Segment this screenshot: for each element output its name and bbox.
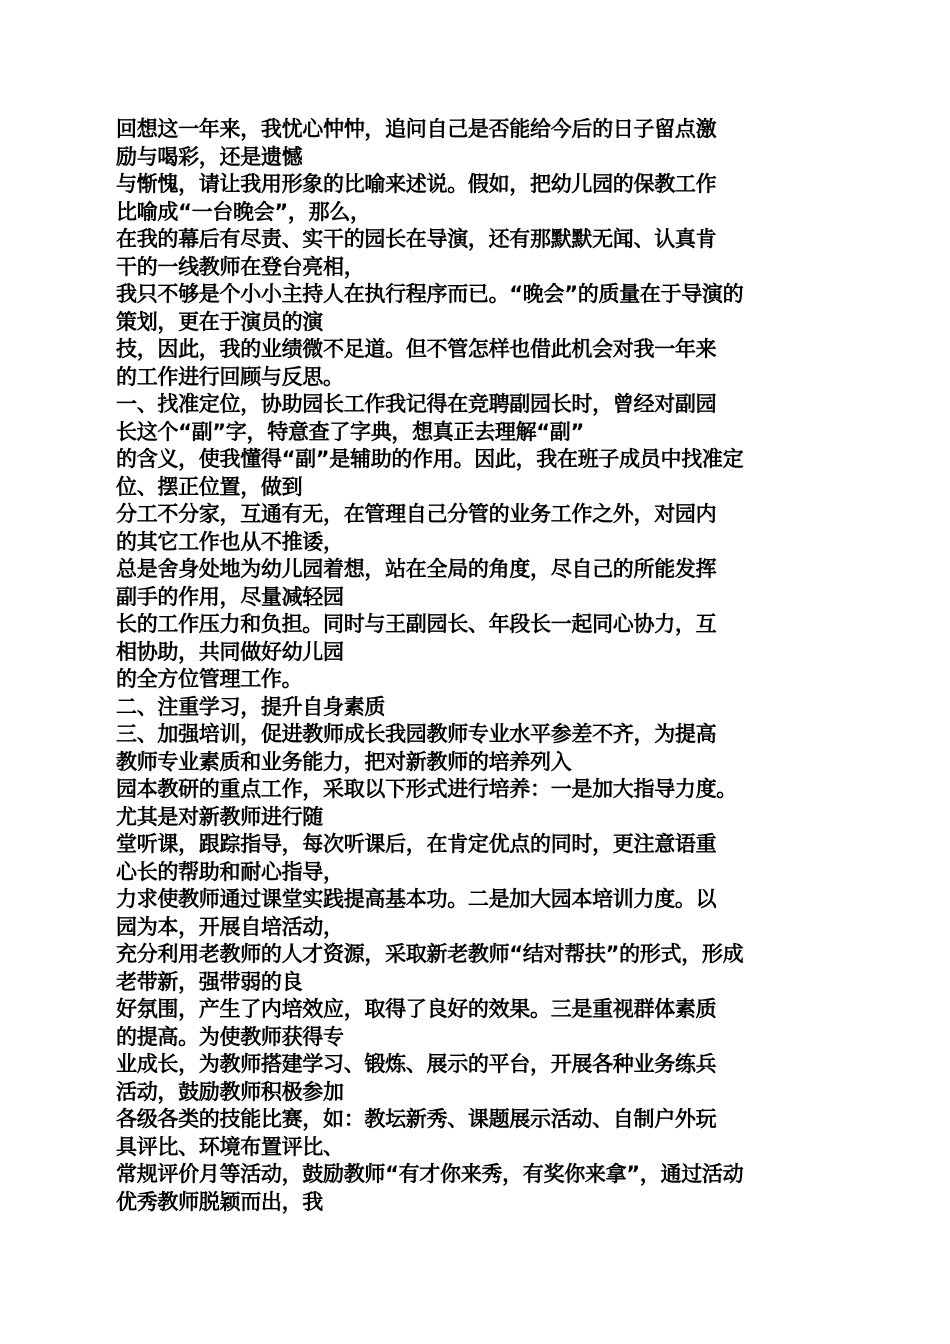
text-line: 活动，鼓励教师积极参加 — [116, 1079, 344, 1104]
text-line: 技，因此，我的业绩微不足道。但不管怎样也借此机会对我一年来 — [116, 337, 717, 361]
text-line: 的其它工作也从不推诿， — [116, 529, 344, 554]
text-line: 教师专业素质和业务能力，把对新教师的培养列入 — [116, 749, 572, 774]
text-line: 比喻成“一台晚会”，那么， — [116, 199, 371, 224]
text-line: 好氛围，产生了内培效应，取得了良好的效果。三是重视群体素质 — [116, 997, 717, 1021]
text-line: 力求使教师通过课堂实践提高基本功。二是加大园本培训力度。以 — [116, 887, 717, 911]
body-text — [116, 116, 836, 1216]
text-line: 堂听课，跟踪指导，每次听课后，在肯定优点的同时，更注意语重 — [116, 832, 717, 856]
text-line: 的全方位管理工作。 — [116, 667, 303, 691]
text-line: 各级各类的技能比赛，如：教坛新秀、课题展示活动、自制户外玩 — [116, 1107, 717, 1131]
text-line: 老带新，强带弱的良 — [116, 969, 303, 994]
text-line: 回想这一年来，我忧心忡忡，追问自己是否能给今后的日子留点激 — [116, 117, 717, 141]
text-line: 励与喝彩，还是遗憾 — [116, 144, 303, 169]
text-line: 园为本，开展自培活动， — [116, 914, 344, 939]
text-line: 一、找准定位，协助园长工作我记得在竞聘副园长时，曾经对副园 — [116, 392, 717, 416]
text-line: 在我的幕后有尽责、实干的园长在导演，还有那默默无闻、认真肯 — [116, 227, 717, 251]
text-line: 副手的作用，尽量减轻园 — [116, 584, 344, 609]
text-line: 策划，更在于演员的演 — [116, 309, 323, 334]
section-heading: 二、注重学习，提升自身素质 — [116, 694, 386, 719]
text-line: 的含义，使我懂得“副”是辅助的作用。因此，我在班子成员中找准定 — [116, 447, 744, 471]
text-line: 长的工作压力和负担。同时与王副园长、年段长一起同心协力，互 — [116, 612, 717, 636]
text-line: 分工不分家，互通有无，在管理自己分管的业务工作之外，对园内 — [116, 502, 717, 526]
text-line: 常规评价月等活动，鼓励教师“有才你来秀，有奖你来拿”，通过活动 — [116, 1162, 744, 1186]
text-line: 三、加强培训，促进教师成长我园教师专业水平参差不齐，为提高 — [116, 722, 717, 746]
text-line: 我只不够是个小小主持人在执行程序而已。“晚会”的质量在于导演的 — [116, 282, 744, 306]
text-line: 位、摆正位置，做到 — [116, 474, 303, 499]
text-line: 具评比、环境布置评比、 — [116, 1134, 344, 1159]
text-line: 总是舍身处地为幼儿园着想，站在全局的角度，尽自己的所能发挥 — [116, 557, 717, 581]
text-line: 相协助，共同做好幼儿园 — [116, 639, 344, 664]
text-line: 园本教研的重点工作，采取以下形式进行培养：一是加大指导力度。 — [116, 777, 737, 801]
text-line: 优秀教师脱颖而出，我 — [116, 1189, 323, 1214]
text-line: 心长的帮助和耐心指导， — [116, 859, 344, 884]
text-line: 业成长，为教师搭建学习、锻炼、展示的平台，开展各种业务练兵 — [116, 1052, 717, 1076]
text-line: 的工作进行回顾与反思。 — [116, 364, 344, 389]
text-line: 干的一线教师在登台亮相， — [116, 254, 365, 279]
text-line: 的提高。为使教师获得专 — [116, 1024, 344, 1049]
text-line: 尤其是对新教师进行随 — [116, 804, 323, 829]
text-line: 充分利用老教师的人才资源，采取新老教师“结对帮扶”的形式，形成 — [116, 942, 744, 966]
text-line: 与惭愧，请让我用形象的比喻来述说。假如，把幼儿园的保教工作 — [116, 172, 717, 196]
text-line: 长这个“副”字，特意查了字典，想真正去理解“副” — [116, 419, 585, 444]
